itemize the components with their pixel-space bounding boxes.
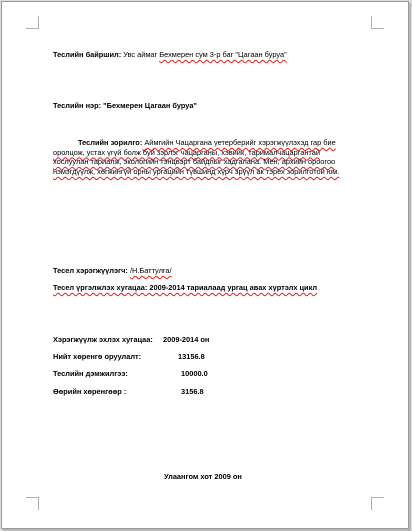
total-investment-row bbox=[53, 352, 205, 361]
executor-label: Тесел хэрэгжүүлэгч: bbox=[53, 266, 128, 275]
margin-mark-top-left bbox=[26, 16, 39, 29]
duration-line: Тесел үргэлжлэх хугацаа: 2009-2014 тариалаад ургац авах хүртэлх цикл bbox=[53, 283, 318, 292]
support-label: Теслийн дэмжилгээ: bbox=[53, 369, 128, 378]
location-label: Теслийн байршил: bbox=[53, 50, 122, 59]
project-name-line bbox=[53, 101, 197, 110]
executor-line bbox=[53, 266, 172, 275]
margin-mark-bottom-left bbox=[26, 497, 39, 510]
period-row bbox=[53, 335, 210, 344]
total-investment-value: 13156.8 bbox=[178, 352, 205, 361]
location-value-plain: Увс аймаг bbox=[121, 50, 160, 59]
period-value: 2009-2014 он bbox=[163, 335, 210, 344]
location-value-marked: Бехмерен сум 3-р баг "Цагаан буруа" bbox=[159, 50, 287, 59]
period-label: Хэрэгжүүлж эхлэх хугацаа: bbox=[53, 335, 153, 344]
project-name-label: Теслийн нэр: bbox=[53, 101, 102, 110]
support-row bbox=[53, 369, 208, 378]
own-funds-value: 3156.8 bbox=[181, 387, 204, 396]
own-funds-label: Өөрийн хөренгөөр : bbox=[53, 387, 127, 396]
margin-mark-bottom-right bbox=[371, 497, 384, 510]
margin-mark-top-right bbox=[371, 16, 384, 29]
project-name-value: "Бехмерен Цагаан буруа" bbox=[101, 101, 197, 110]
goal-paragraph bbox=[53, 138, 355, 176]
total-investment-label: Нийт хөренгө оруулалт: bbox=[53, 352, 142, 361]
footer-city-year: Улаангом хот 2009 он bbox=[164, 472, 242, 481]
location-line bbox=[53, 50, 287, 59]
executor-value: /Н.Баттулга/ bbox=[129, 266, 172, 275]
document-page bbox=[1, 1, 409, 529]
goal-label: Теслийн зорилго: bbox=[78, 138, 143, 147]
own-funds-row bbox=[53, 387, 204, 396]
support-value: 10000.0 bbox=[181, 369, 208, 378]
goal-text: Аймгийн Чацаргана үетерберийг хэрэгжүүлэхэд гар бие оролцож, устах үгүй болж буй зэрлэг чацарганы, хэвийк, тарималчацаргантай хослуулан тариалж, экологийн тэнцвэрт байдлыг хадгалана. Мен, архийн ороогоо нэмэгдүүлж, хөгжингүй орны ургацийн түвшинд хүрч эрүүл ак тэрех зорилготой юм. bbox=[53, 138, 340, 176]
